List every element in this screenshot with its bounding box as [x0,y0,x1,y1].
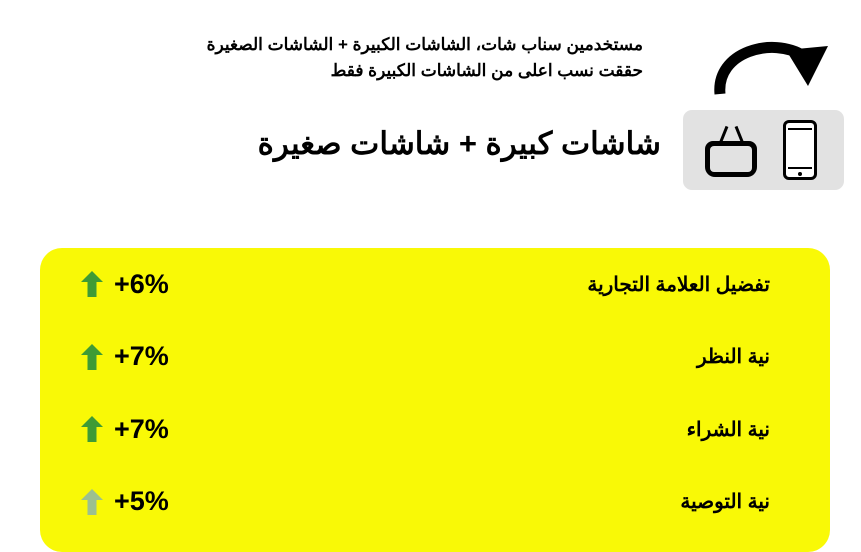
subtitle-line-1: مستخدمين سناب شات، الشاشات الكبيرة + الشاشات الصغيرة [206,35,643,54]
smartphone-icon [783,120,817,180]
arrow-up-icon [70,489,114,515]
curved-down-arrow-icon [712,38,832,100]
metric-value: +7% [114,341,169,372]
metric-label: نية التوصية [680,491,770,514]
metric-label: نية الشراء [686,418,770,441]
tv-screen [710,146,752,172]
metric-row [40,321,830,394]
device-badge [683,110,844,190]
metric-label: تفضيل العلامة التجارية [587,273,770,296]
tv-icon [705,125,761,177]
metrics-panel [40,248,830,552]
arrow-up-icon [70,416,114,442]
metric-label: نية النظر [696,346,770,369]
smartphone-screen [788,128,812,169]
smartphone-home-button [798,172,802,176]
metric-value: +6% [114,268,169,299]
metric-row [40,248,830,321]
metric-row [40,393,830,466]
subtitle-text [193,32,643,83]
subtitle-line-2: حققت نسب اعلى من الشاشات الكبيرة فقط [330,60,643,80]
metric-value: +5% [114,486,169,517]
arrow-up-icon [70,344,114,370]
metric-row [40,466,830,539]
metric-value: +7% [114,413,169,444]
metrics-list [40,248,830,538]
header-section [0,0,861,215]
arrow-up-icon [70,271,114,297]
page-title: شاشات كبيرة + شاشات صغيرة [257,126,661,161]
